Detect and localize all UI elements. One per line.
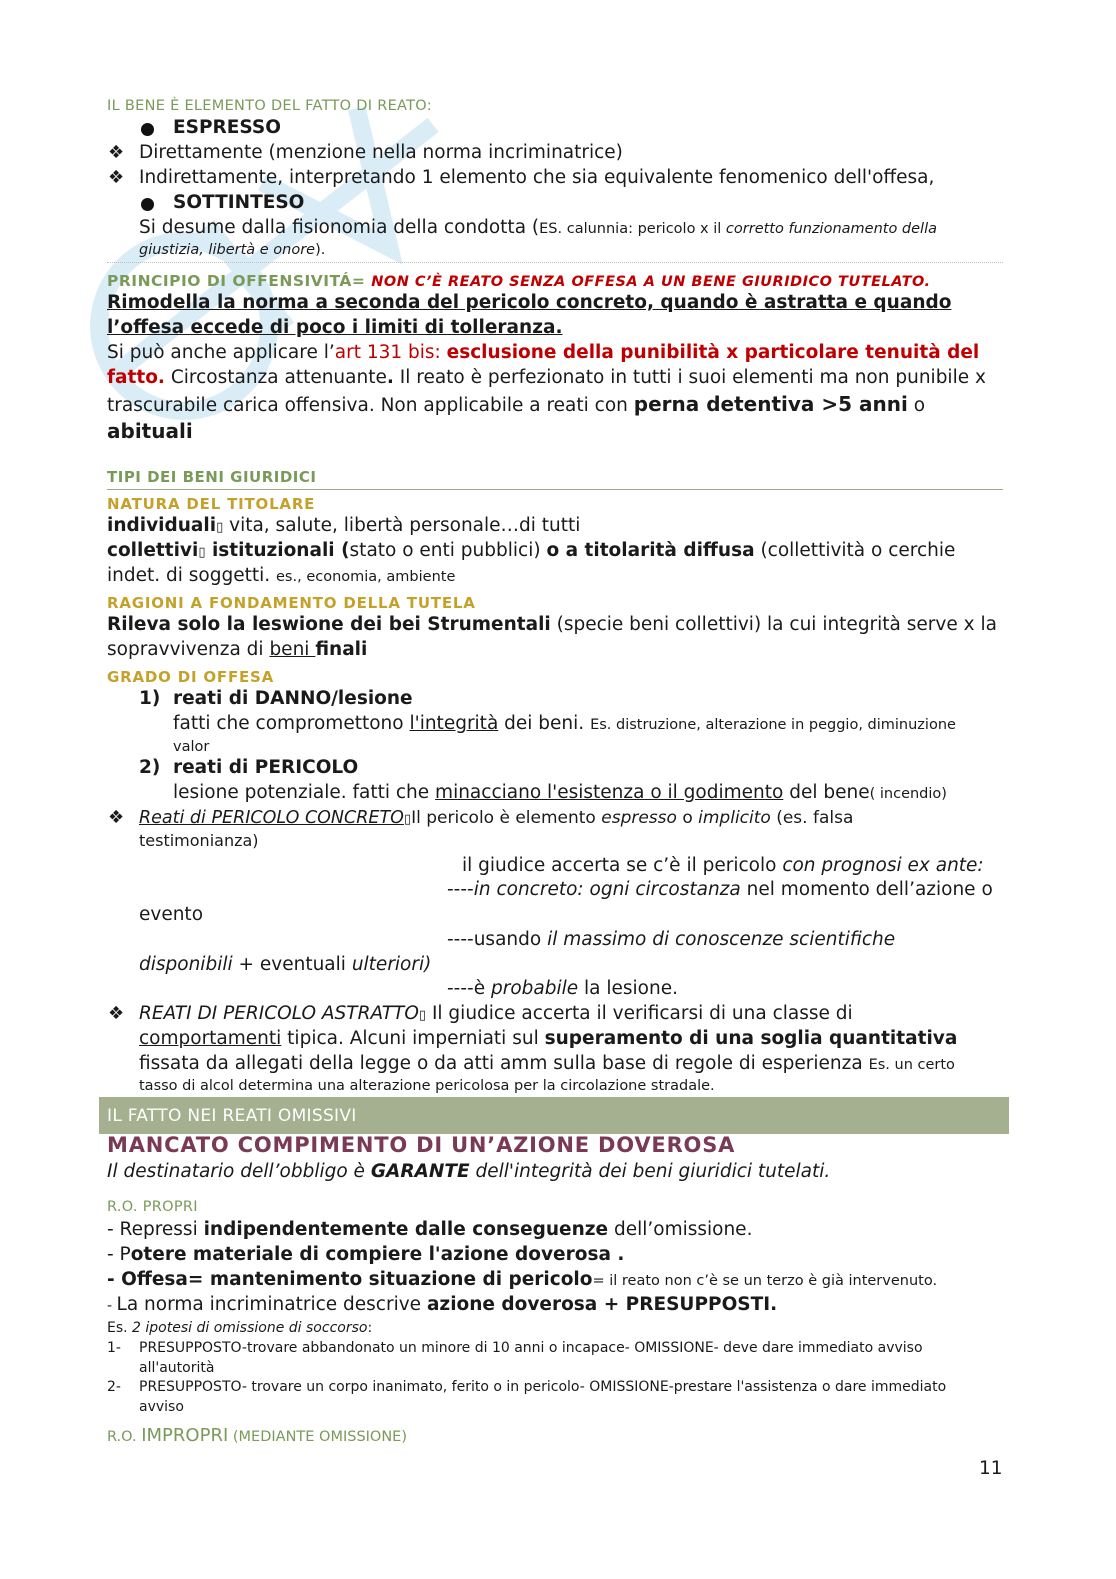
text-line: disponibili + eventuali ulteriori) [139, 954, 432, 975]
bullet-dot-icon [141, 198, 154, 211]
banner-title: IL FATTO NEI REATI OMISSIVI [107, 1106, 357, 1126]
text-line: all'autorità [139, 1360, 215, 1376]
text-line: Rimodella la norma a seconda del pericolo concreto, quando è astratta e quando [107, 292, 952, 313]
text-line: avviso [139, 1399, 184, 1415]
text-line: ----è probabile la lesione. [447, 978, 678, 999]
text-line: fatto. Circostanza attenuante. Il reato è perfezionato in tutti i suoi elementi ma non punibile x [107, 367, 986, 388]
section-banner [99, 1097, 1009, 1134]
text-line: - Offesa= mantenimento situazione di pericolo= il reato non c’è se un terzo è già intervenuto. [107, 1269, 938, 1290]
text-line: sopravvivenza di beni finali [107, 639, 368, 660]
text-line: ----in concreto: ogni circostanza nel momento dell’azione o [447, 879, 993, 900]
text-line: collettivi▯ istituzionali (stato o enti pubblici) o a titolarità diffusa (collettività o cerchie [107, 540, 956, 561]
principio-heading: PRINCIPIO DI OFFENSIVITÁ= NON C’È REATO SENZA OFFESA A UN BENE GIURIDICO TUTELATO. [107, 272, 931, 290]
label-sottinteso: SOTTINTESO [173, 192, 305, 213]
text-line: Direttamente (menzione nella norma incriminatrice) [139, 142, 623, 163]
text-line: individuali▯ vita, salute, libertà personale…di tutti [107, 515, 581, 536]
text-line: PRESUPPOSTO-trovare abbandonato un minore di 10 anni o incapace- OMISSIONE- deve dare immediato avviso [139, 1340, 923, 1356]
section-title-mancato: MANCATO COMPIMENTO DI UN’AZIONE DOVEROSA [107, 1133, 736, 1157]
text-line: Rileva solo la leswione dei bei Strumentali (specie beni collettivi) la cui integrità serve x la [107, 614, 997, 635]
page-number: 11 [979, 1458, 1003, 1479]
diamond-bullet-icon: ❖ [108, 807, 125, 828]
bullet-dot-icon [141, 123, 154, 136]
text-line: trascurabile carica offensiva. Non applicabile a reati con perna detentiva >5 anni o [107, 392, 926, 416]
divider [107, 489, 1003, 490]
text-line: abituali [107, 419, 193, 443]
text-line: PRESUPPOSTO- trovare un corpo inanimato, ferito o in pericolo- OMISSIONE-prestare l'assistenza o dare immediato [139, 1379, 947, 1395]
text-line: fatti che compromettono l'integrità dei beni. Es. distruzione, alterazione in peggio, diminuzione [173, 713, 956, 734]
text-line: l’offesa eccede di poco i limiti di tolleranza. [107, 317, 563, 338]
subheading-natura: NATURA DEL TITOLARE [107, 495, 316, 513]
text-line: ----usando il massimo di conoscenze scientifiche [447, 929, 896, 950]
text-line: giustizia, libertà e onore). [139, 242, 326, 258]
text-line: - Potere materiale di compiere l'azione doverosa . [107, 1244, 625, 1265]
subheading-propri: R.O. PROPRI [107, 1199, 198, 1215]
section-heading-tipi: TIPI DEI BENI GIURIDICI [107, 468, 317, 486]
text-line: Reati di PERICOLO CONCRETO▯Il pericolo è elemento espresso o implicito (es. falsa [139, 808, 854, 828]
list-number: 1- [107, 1340, 121, 1356]
text-line: tasso di alcol determina una alterazione pericolosa per la circolazione stradale. [139, 1078, 715, 1094]
label-espresso: ESPRESSO [173, 117, 281, 138]
list-number: 2- [107, 1379, 121, 1395]
diamond-bullet-icon: ❖ [108, 167, 125, 188]
text-line: reati di DANNO/lesione [173, 688, 413, 709]
text-line: comportamenti tipica. Alcuni imperniati sul superamento di una soglia quantitativa [139, 1028, 958, 1049]
text-line: Si desume dalla fisionomia della condotta (ES. calunnia: pericolo x il corretto funzionamento della [139, 217, 938, 238]
text-line: Il destinatario dell’obbligo è GARANTE dell'integrità dei beni giuridici tutelati. [107, 1161, 831, 1182]
text-line: reati di PERICOLO [173, 757, 359, 778]
subheading-ragioni: RAGIONI A FONDAMENTO DELLA TUTELA [107, 594, 476, 612]
text-line: REATI DI PERICOLO ASTRATTO▯ Il giudice accerta il verificarsi di una classe di [139, 1003, 853, 1024]
text-line: - Repressi indipendentemente dalle conseguenze dell’omissione. [107, 1219, 753, 1240]
text-line: Indirettamente, interpretando 1 elemento che sia equivalente fenomenico dell'offesa, [139, 167, 935, 188]
text-line: fissata da allegati della legge o da atti amm sulla base di regole di esperienza Es. un certo [139, 1053, 955, 1074]
section-heading-bene: IL BENE È ELEMENTO DEL FATTO DI REATO: [107, 98, 432, 114]
subheading-impropri: R.O. IMPROPRI (MEDIANTE OMISSIONE) [107, 1425, 408, 1446]
diamond-bullet-icon: ❖ [108, 142, 125, 163]
text-line: lesione potenziale. fatti che minacciano l'esistenza o il godimento del bene( incendio) [173, 782, 947, 803]
text-line: valor [173, 739, 210, 755]
text-line: testimonianza) [139, 831, 259, 850]
subheading-grado: GRADO DI OFFESA [107, 668, 275, 686]
list-number: 2) [139, 757, 161, 778]
diamond-bullet-icon: ❖ [108, 1003, 125, 1024]
text-line: il giudice accerta se c’è il pericolo con prognosi ex ante: [462, 855, 984, 876]
text-line: indet. di soggetti. es., economia, ambiente [107, 565, 456, 586]
text-line: evento [139, 904, 204, 925]
text-line: Es. 2 ipotesi di omissione di soccorso: [107, 1320, 373, 1336]
divider [107, 262, 1003, 263]
list-number: 1) [139, 688, 161, 709]
text-line: Si può anche applicare l’art 131 bis: esclusione della punibilità x particolare tenuità del [107, 342, 980, 363]
text-line: - La norma incriminatrice descrive azione doverosa + PRESUPPOSTI. [107, 1294, 778, 1315]
